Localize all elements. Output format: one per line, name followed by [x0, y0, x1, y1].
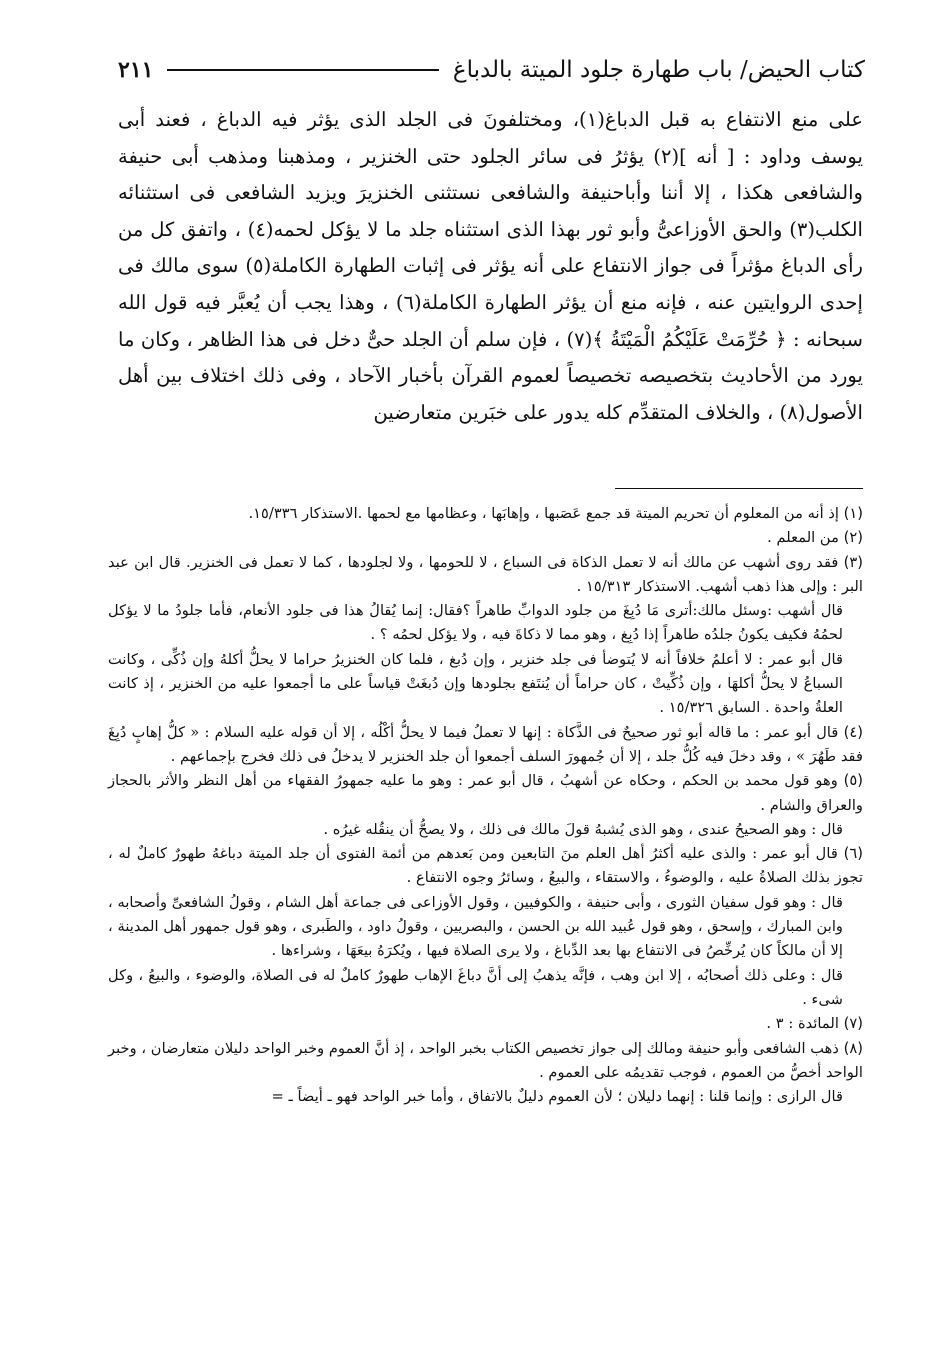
footnote-continuation: [108, 648, 863, 721]
footnote-text: من المعلم .: [767, 529, 839, 547]
footnote-number: (٤): [843, 723, 864, 741]
footnote-text: فقد روى أشهب عن مالك أنه لا تعمل الذكاة فى السباع ، لا للحومها ، ولا لجلودها ، كما لا تعمل فى الخنزير. قال ابن عبد البر : وإلى هذا ذهب أشهب. الاستذكار ١٥/٣١٣ .: [108, 553, 863, 595]
footnote-number: (١): [843, 505, 863, 522]
footnote-text: المائدة : ٣ .: [766, 1015, 839, 1033]
footnote-number: (٨): [843, 1039, 864, 1057]
footnote-text: قال أشهب :وسئل مالك:أترى مَا دُبِغَ من جلود الدوابِّ طاهراً ؟فقال: إنما يُقالُ هذا فى جلود الأنعام، فأما جلودُ ما لا يؤكل لحمُهُ فكيف يكونُ جلدُه طاهراً إذا دُبِغ ، وهو مما لا ذكاةَ فيه ، ولا يؤكل لحمُه ؟ .: [108, 602, 843, 644]
footnote-text: قال : وعلى ذلك أصحابُه ، إلا ابن وهب ، فإنَّه يذهبُ إلى أنَّ دباغَ الإهاب طهورٌ كاملٌ له فى الصلاة، والوضوء ، والبيعُ ، وكل شىء .: [108, 966, 843, 1008]
main-text: [118, 102, 863, 431]
footnote: [108, 526, 863, 550]
footnote-number: (٦): [843, 845, 864, 863]
footnote-continuation: [108, 964, 863, 1013]
footnote-number: (٥): [843, 772, 863, 790]
footnote-text: قال : وهو الصحيحُ عندى ، وهو الذى يُشبهُ قولَ مالك فى ذلك ، ولا يصحُّ أن ينقُله غيرُه .: [323, 820, 843, 838]
footnote-number: (٧): [843, 1015, 863, 1033]
footnote: [108, 551, 863, 600]
footnote-separator: [615, 488, 863, 489]
footnote-continuation: [108, 891, 863, 964]
footnote-text: قال أبو عمر : ما قاله أبو ثور صحيحٌ فى الذَّكاة : إنها لا تعملُ فيما لا يحلُّ أكْلُه ، إلا أن قوله عليه السلام : « كلُّ إهابٍ دُبِغَ فقد طَهُرَ » ، وقد دخلَ فيه كُلُّ جلد ، إلا أن جُمهورَ السلف أجمعوا أن جلد الخنزير لا يدخلُ فى ذلك فخرج بإجماعهم .: [108, 723, 863, 765]
footnote: [108, 1037, 863, 1086]
footnotes-section: [108, 502, 863, 1109]
footnote-text: إذ أنه من المعلوم أن تحريم الميتة قد جمع عَصَبها ، وإهابَها ، وعظامها مع لحمها .الاستذكار ١٥/٣٣٦.: [248, 505, 839, 522]
footnote-text: قال أبو عمر : لا أعلمُ خلافاً أنه لا يُتوضأ فى جلد خنزير ، وإن دُبغ ، فلما كان الخنزيرُ حراما لا يحلُّ أكلهُ وإن ذُكِّى ، وكانت السباعُ لا يحلُّ أكلهَا ، وإن ذُكِّيتْ ، كان حراماً أن يُنتَفع بجلودها وإن دُبغَتْ قياساً على ما أجمعوا عليه من الخنزير ، إذ كانت العلةُ واحدة . السابق ١٥/٣٢٦ .: [108, 650, 843, 717]
header-rule: [167, 69, 438, 71]
footnote-text: ذهب الشافعى وأبو حنيفة ومالك إلى جواز تخصيص الكتاب بخبر الواحد ، إذ أنَّ العموم وخبر الواحد دليلان متعارضان ، وخبر الواحد أخصُّ من العموم ، فوجب تقديمُه على العموم .: [108, 1039, 863, 1081]
footnote-text: قال أبو عمر : والذى عليه أكثرُ أهل العلم منَ التابعين ومن بَعدهم من أئمة الفتوى أن جلد الميتة دباغهُ طهورٌ كاملٌ له ، تجوز بذلك الصلاةُ عليه ، والوضوءُ ، والاستقاء ، والبيعُ ، وسائرُ وجوه الانتفاع .: [108, 845, 863, 887]
footnote-continuation: [108, 1085, 863, 1109]
footnote: [108, 842, 863, 891]
footnote-text: قال : وهو قول سفيان الثورى ، وأبى حنيفة ، والكوفيين ، وقول الأوزاعى فى جماعة أهل الشام ، وقولُ الشافعىِّ وأصحابه ، وابن المبارك ، وإسحق ، وهو قول عُبيد الله بن الحسن ، والبصريين ، وقولُ داود ، والطَبرى ، وهو قول جمهور أهل المدينة ، إلا أن مالكاً كان يُرخِّصُ فى الانتفاع بها بعد الدِّباغ ، ولا يرى الصلاة فيها ، ويُكرَهُ بيعَهَا ، وشراءها .: [108, 893, 843, 960]
page-number: ٢١١: [118, 57, 154, 83]
footnote: [108, 502, 863, 526]
footnote-text: وهو قول محمد بن الحكم ، وحكاه عن أشهبُ ، قال أبو عمر : وهو ما عليه جمهورُ الفقهاء من أهل النظر والأثر بالحجاز والعراق والشام .: [108, 772, 863, 814]
running-header: [118, 52, 865, 88]
chapter-title: كتاب الحيض/ باب طهارة جلود الميتة بالدباغ: [452, 57, 865, 83]
footnote-text: قال الرازى : وإنما قلنا : إنهما دليلان ؛ لأن العموم دليلٌ بالاتفاق ، وأما خبر الواحد فهو ـ أيضاً ـ =: [271, 1088, 843, 1106]
footnote: [108, 721, 863, 770]
footnote: [108, 1012, 863, 1036]
footnote-continuation: [108, 818, 863, 842]
footnote-number: (٣): [843, 553, 863, 571]
footnote-continuation: [108, 599, 863, 648]
footnote-number: (٢): [843, 529, 863, 547]
body-paragraph: على منع الانتفاع به قبل الدباغ(١)، ومختلفونَ فى الجلد الذى يؤثر فيه الدباغ ، فعند أبى يوسف وداود : [ أنه ](٢) يؤثرُ فى سائر الجلود حتى الخنزير ، ومذهبنا ومذهب أبى حنيفة والشافعى هكذا ، إلا أننا وأباحنيفة والشافعى نستثنى الخنزيرَ ويزيد الشافعى فى استثنائه الكلب(٣) والحق الأوزاعىُّ وأبو ثور بهذا الذى استثناه جلد ما لا يؤكل لحمه(٤) ، واتفق كل من رأى الدباغ مؤثراً فى جواز الانتفاع على أنه يؤثر فى إثبات الطهارة الكاملة(٥) سوى مالك فى إحدى الروايتين عنه ، فإنه منع أن يؤثر الطهارة الكاملة(٦) ، وهذا يجب أن يُعبَّر فيه قول الله سبحانه : ﴿ حُرِّمَتْ عَلَيْكُمُ الْمَيْتَةُ ﴾(٧) ، فإن سلم أن الجلد حىٌّ دخل فى هذا الظاهر ، وكان ما يورد من الأحاديث بتخصيصه تخصيصاً لعموم القرآن بأخبار الآحاد ، وفى ذلك اختلاف بين أهل الأصول(٨) ، والخلاف المتقدِّم كله يدور على خبَرين متعارضين: [118, 108, 864, 424]
footnote: [108, 769, 863, 818]
